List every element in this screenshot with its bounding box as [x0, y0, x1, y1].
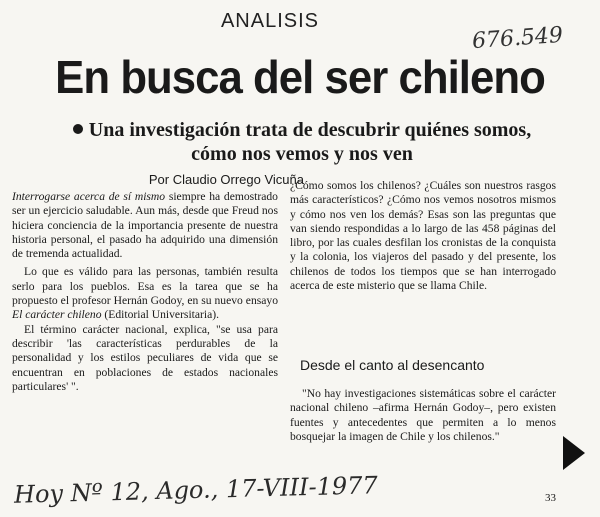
handwritten-catalog-number: 676.549: [471, 22, 564, 55]
p1-rest: siempre ha demostrado ser un ejercicio saludable. Aun más, desde que Freud nos hiciera conciencia de la importancia presente de nuestra historia personal, el pasado ha adquirido una dimensión de tremenda actualidad.: [12, 190, 278, 261]
continue-arrow-icon: [563, 436, 585, 470]
section-subtitle: Desde el canto al desencanto: [300, 357, 485, 373]
paragraph-5: "No hay investigaciones sistemáticas sobre el carácter nacional chileno –afirma Hernán Godoy–, pero existen fuentes y antecedentes que permiten a lo menos bosquejar la imagen de Chile y los chilenos.": [290, 387, 556, 443]
page-number: 33: [545, 492, 556, 504]
paragraph-4: ¿Cómo somos los chilenos? ¿Cuáles son nuestros rasgos más característicos? ¿Cómo nos vemos nosotros mismos y cómo nos ven los demás? Esas son las preguntas que van siendo respondidas a lo largo de las 458 páginas del libro, por las cuales desfilan los cronistas de la conquista y la colonia, los viajeros del pasado y del presente, los chilenos de todos los tiempos que se han interrogado acerca de este misterio que se llama Chile.: [290, 179, 556, 293]
section-label: ANALISIS: [220, 10, 320, 32]
byline: Por Claudio Orrego Vicuña: [148, 172, 304, 187]
p2-start: Lo que es válido para las personas, también resulta serlo para los pueblos. Esa es la tarea que se ha propuesto el profesor Hernán Godoy, en su nuevo ensayo: [12, 265, 278, 308]
p1-start: Interrogarse acerca de: [12, 190, 124, 203]
p2-italic: El carácter chileno: [12, 308, 102, 322]
p2-rest: (Editorial Universitaria).: [101, 308, 220, 322]
subheadline-line1: Una investigación trata de descubrir quiénes somos,: [88, 119, 532, 141]
paragraph-3: El término carácter nacional, explica, "se usa para describir 'las características perdurables de la personalidad y los estilos peculiares de vida que se encuentran en poblaciones de estados nacionales particulares' ".: [12, 322, 278, 393]
bullet-icon: [73, 124, 83, 134]
handwritten-date-note: Hoy Nº 12, Ago., 17-VIII-1977: [13, 471, 379, 509]
article-column-2: [290, 179, 556, 293]
paragraph-2: [12, 265, 278, 322]
p1-italic: sí mismo: [123, 190, 166, 203]
subheadline: [28, 118, 576, 166]
article-column-1: [12, 190, 278, 394]
article-column-2-continued: [290, 387, 556, 444]
paragraph-1: [12, 190, 278, 261]
subheadline-line2: cómo nos vemos y nos ven: [191, 143, 413, 165]
headline: En busca del ser chileno: [55, 51, 545, 103]
